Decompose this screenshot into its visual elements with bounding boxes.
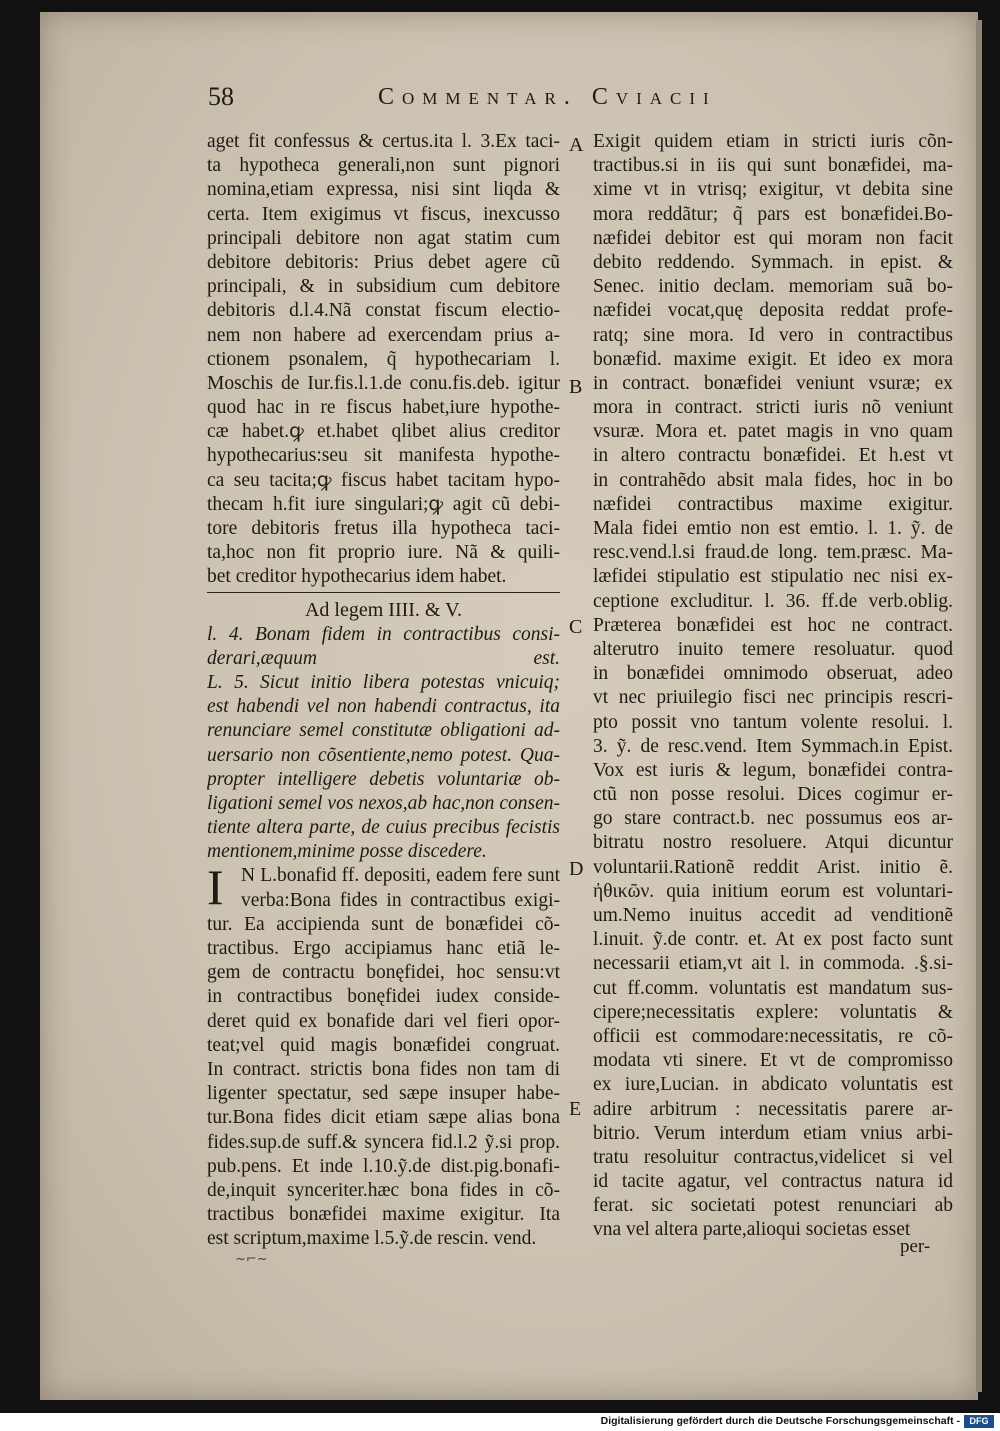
text-line: ligenter spectatur, sed sæpe insuper habe- bbox=[207, 1083, 560, 1105]
text-line: in contract. bonæfidei veniunt vsuræ; ex bbox=[593, 372, 953, 394]
text-line: bitratu nostro resoluere. Atqui dicuntur bbox=[593, 832, 953, 854]
text-line: tur.Bona fides dicit etiam sæpe alias bona bbox=[207, 1107, 560, 1129]
text-line: verba:Bona fides in contractibus exigi- bbox=[241, 889, 560, 911]
text-line: vna vel altera parte,alioqui societas esset bbox=[593, 1219, 911, 1241]
text-line: deret quid ex bonafide dari vel fieri opor- bbox=[207, 1010, 560, 1032]
text-line: ferat. sic societati potest renunciari ab bbox=[593, 1195, 953, 1217]
text-line: Moschis de Iur.fis.l.1.de conu.fis.deb. igitur bbox=[207, 372, 560, 394]
text-line: um.Nemo inuitus accedit ad venditionẽ bbox=[593, 905, 953, 926]
lex-text bbox=[207, 623, 560, 865]
text-line: Vox est iuris & legum, bonæfidei contra- bbox=[593, 759, 953, 781]
left-column-text bbox=[207, 130, 560, 590]
right-column bbox=[593, 130, 953, 1243]
text-line: fides.sup.de suff.& syncera fid.l.2 ỹ.si prop. bbox=[207, 1131, 560, 1153]
text-line: l. 4. Bonam fidem in contractibus consi- bbox=[207, 623, 560, 645]
text-line: resc.vend.l.si fraud.de long. tem.præsc. Ma- bbox=[593, 542, 953, 564]
margin-letter-c: C bbox=[569, 616, 583, 638]
text-line: tractibus.si in iis qui sunt bonæfidei, ma- bbox=[593, 155, 953, 177]
text-line: modata vti sinere. Et vt de compromisso bbox=[593, 1050, 953, 1072]
catchword: per- bbox=[900, 1236, 931, 1257]
text-line: id tacite agatur, vel contractus natura id bbox=[593, 1171, 953, 1193]
text-line: pub.pens. Et inde l.10.ỹ.de dist.pig.bonafi- bbox=[207, 1155, 560, 1177]
text-line: In contract. strictis bona fides non tam di bbox=[207, 1058, 560, 1080]
text-line: in contrahẽdo absit mala fides, hoc in bo bbox=[593, 469, 953, 491]
text-line: cut ff.comm. voluntatis est mandatum sus- bbox=[593, 977, 953, 999]
text-line: Exigit quidem etiam in stricti iuris cõn- bbox=[593, 131, 953, 152]
text-line: næfidei vocat,quę deposita reddat profe- bbox=[593, 300, 953, 322]
text-line: certa. Item exigimus vt fiscus, inexcusso bbox=[207, 203, 560, 225]
margin-letter-d: D bbox=[569, 858, 584, 880]
text-line: ta,hoc non fit proprio iure. Nã & quili- bbox=[207, 542, 560, 564]
text-line: 3. ỹ. de resc.vend. Item Symmach.in Epist. bbox=[593, 735, 953, 757]
text-line: est habendi vel non habendi contractus, ita bbox=[207, 696, 560, 718]
text-line: alterutro inuito temere resoluatur. quod bbox=[593, 638, 953, 660]
text-line: ctionem psonalem, q̃ hypothecariam l. bbox=[207, 348, 560, 370]
text-line: mora reddãtur; q̃ pars est bonæfidei.Bo- bbox=[593, 203, 953, 225]
text-line: Præterea bonæfidei est hoc ne contract. bbox=[593, 614, 953, 636]
text-line: aget fit confessus & certus.ita l. 3.Ex taci- bbox=[207, 131, 560, 152]
text-line: ἠθικῶν. quia initium eorum est voluntari- bbox=[593, 880, 953, 902]
text-line: bonæfid. maxime exigit. Et ideo ex mora bbox=[593, 348, 953, 370]
page-edge bbox=[976, 20, 982, 1392]
page-header bbox=[208, 82, 968, 118]
margin-letter-b: B bbox=[569, 376, 583, 398]
dfg-logo: DFG bbox=[964, 1415, 994, 1428]
text-line: xime vt in vtrisq; exigitur, vt debita sine bbox=[593, 179, 953, 201]
text-line: renunciare semel constitutæ obligationi ad- bbox=[207, 720, 560, 742]
text-line: læfidei stipulatio est stipulatio nec nisi ex- bbox=[593, 566, 953, 588]
text-line: principali debitore non agat statim cum bbox=[207, 227, 560, 249]
margin-letter-a: A bbox=[569, 134, 584, 156]
text-line: L. 5. Sicut initio libera potestas vnicuiq; bbox=[207, 671, 560, 693]
text-line: cæ habet.ꝙ et.habet qlibet alius creditor bbox=[207, 421, 560, 443]
text-line: officii est commodare:necessitatis, re cõ- bbox=[593, 1025, 953, 1047]
text-line: l.inuit. ỹ.de contr. et. At ex post facto sunt bbox=[593, 929, 953, 951]
text-line: est scriptum,maxime l.5.ỹ.de rescin. vend. bbox=[207, 1228, 537, 1250]
running-head: Commentar. Cviacii bbox=[378, 84, 717, 110]
text-line: debitore debitoris: Prius debet agere cũ bbox=[207, 251, 560, 273]
text-line: tur. Ea accipienda sunt de bonæfidei cõ- bbox=[207, 913, 560, 935]
text-line: ta hypotheca generali,non sunt pignori bbox=[207, 155, 560, 177]
section-rule bbox=[207, 592, 560, 593]
text-line: Senec. initio declam. memoriam suã bo- bbox=[593, 276, 953, 298]
text-line: ligationi semel vos nexos,ab hac,non consen- bbox=[207, 792, 560, 814]
text-line: pto possit vno tantum volente resolui. l. bbox=[593, 711, 953, 733]
text-line: go stare contract.b. nec possumus eos ar- bbox=[593, 808, 953, 830]
footer-bar bbox=[0, 1413, 1000, 1431]
text-line: tiente altera parte, de cuius precibus fecistis bbox=[207, 817, 560, 839]
text-line: teat;vel quid magis bonæfidei congruat. bbox=[207, 1034, 560, 1056]
text-line: tratu resoluitur contractus,videlicet si vel bbox=[593, 1146, 953, 1168]
text-line: cipere;necessitatis explere: voluntatis & bbox=[593, 1001, 953, 1023]
text-line: necessarii etiam,vt ait l. in commoda. .§.si- bbox=[593, 953, 953, 975]
text-line: mentionem,minime posse discedere. bbox=[207, 841, 487, 863]
text-line: mora in contract. stricti iuris nõ veniunt bbox=[593, 397, 953, 419]
text-line: adire arbitrum : necessitatis parere ar- bbox=[593, 1098, 953, 1120]
text-line: propter intelligere debetis voluntariæ ob- bbox=[207, 768, 560, 790]
left-column bbox=[207, 130, 560, 1251]
text-line: gem de contractu bonęfidei, hoc sensu:vt bbox=[207, 962, 560, 984]
text-line: tractibus bonæfidei maxime exigitur. Ita bbox=[207, 1204, 560, 1226]
text-line: uersario non cõsentiente,nemo potest. Qua- bbox=[207, 744, 560, 766]
text-line: næfidei debitor est qui moram non facit bbox=[593, 227, 953, 249]
text-line: næfidei contractibus maxime exigitur. bbox=[593, 493, 953, 515]
text-line: hypothecarius:seu sit manifesta hypothe- bbox=[207, 445, 560, 467]
text-line: N L.bonafid ff. depositi, eadem fere sunt bbox=[241, 865, 560, 887]
text-line: in contractibus bonęfidei iudex conside- bbox=[207, 986, 560, 1008]
right-column-text bbox=[593, 130, 953, 1243]
text-line: quod hac in re fiscus habet,iure hypothe- bbox=[207, 397, 560, 419]
text-line: ctũ non posse resolui. Dices cogimur er- bbox=[593, 784, 953, 806]
text-line: tore debitoris fretus illa hypotheca taci- bbox=[207, 518, 560, 539]
margin-letter-e: E bbox=[569, 1098, 582, 1120]
text-line: debito reddendo. Symmach. in epist. & bbox=[593, 251, 953, 273]
text-line: tractibus. Ergo accipiamus hanc etiã le- bbox=[207, 938, 560, 959]
text-line: debitoris d.l.4.Nã constat fiscum electio- bbox=[207, 300, 560, 322]
text-line: derari,æquum est. bbox=[207, 647, 560, 669]
page-number: 58 bbox=[208, 82, 234, 111]
section-heading: Ad legem IIII. & V. bbox=[304, 598, 462, 621]
text-line: ex iure,Lucian. in abdicato voluntatis est bbox=[593, 1074, 953, 1096]
text-line: in bonæfidei omnimodo obseruat, adeo bbox=[593, 663, 953, 685]
drop-cap: I bbox=[207, 859, 224, 916]
text-line: ratq; sine mora. Id vero in contractibus bbox=[593, 324, 953, 346]
text-line: de,inquit synceriter.hæc bona fides in cõ- bbox=[207, 1179, 560, 1201]
text-line: ca seu tacita;ꝙ fiscus habet tacitam hypo- bbox=[207, 469, 560, 491]
text-line: principali, & in subsidium cum debitore bbox=[207, 276, 560, 298]
text-line: Mala fidei emtio non est emtio. l. 1. ỹ. de bbox=[593, 518, 953, 539]
commentary-text bbox=[207, 859, 560, 1251]
text-line: vsuræ. Mora et. patet magis in vno quam bbox=[593, 421, 953, 443]
ink-mark: ~⌐~ bbox=[235, 1252, 268, 1267]
text-line: bitrio. Verum interdum etiam vnius arbi- bbox=[593, 1122, 953, 1144]
text-line: thecam h.fit iure singulari;ꝙ agit cũ debi- bbox=[207, 493, 560, 515]
text-line: ceptione excluditur. l. 36. ff.de verb.oblig. bbox=[593, 590, 953, 612]
text-line: bet creditor hypothecarius idem habet. bbox=[207, 566, 507, 588]
funding-notice: Digitalisierung gefördert durch die Deutsche Forschungsgemeinschaft - bbox=[600, 1415, 960, 1427]
text-line: nem non habere ad exercendam prius a- bbox=[207, 324, 560, 346]
text-line: vt nec priuilegio fisci nec principis rescri- bbox=[593, 687, 953, 709]
text-line: in altero contractu bonæfidei. Et h.est vt bbox=[593, 445, 953, 467]
text-line: voluntarii.Rationẽ reddit Arist. initio ẽ. bbox=[593, 856, 953, 878]
text-line: nomina,etiam expressa, nisi sint liqda & bbox=[207, 179, 560, 201]
